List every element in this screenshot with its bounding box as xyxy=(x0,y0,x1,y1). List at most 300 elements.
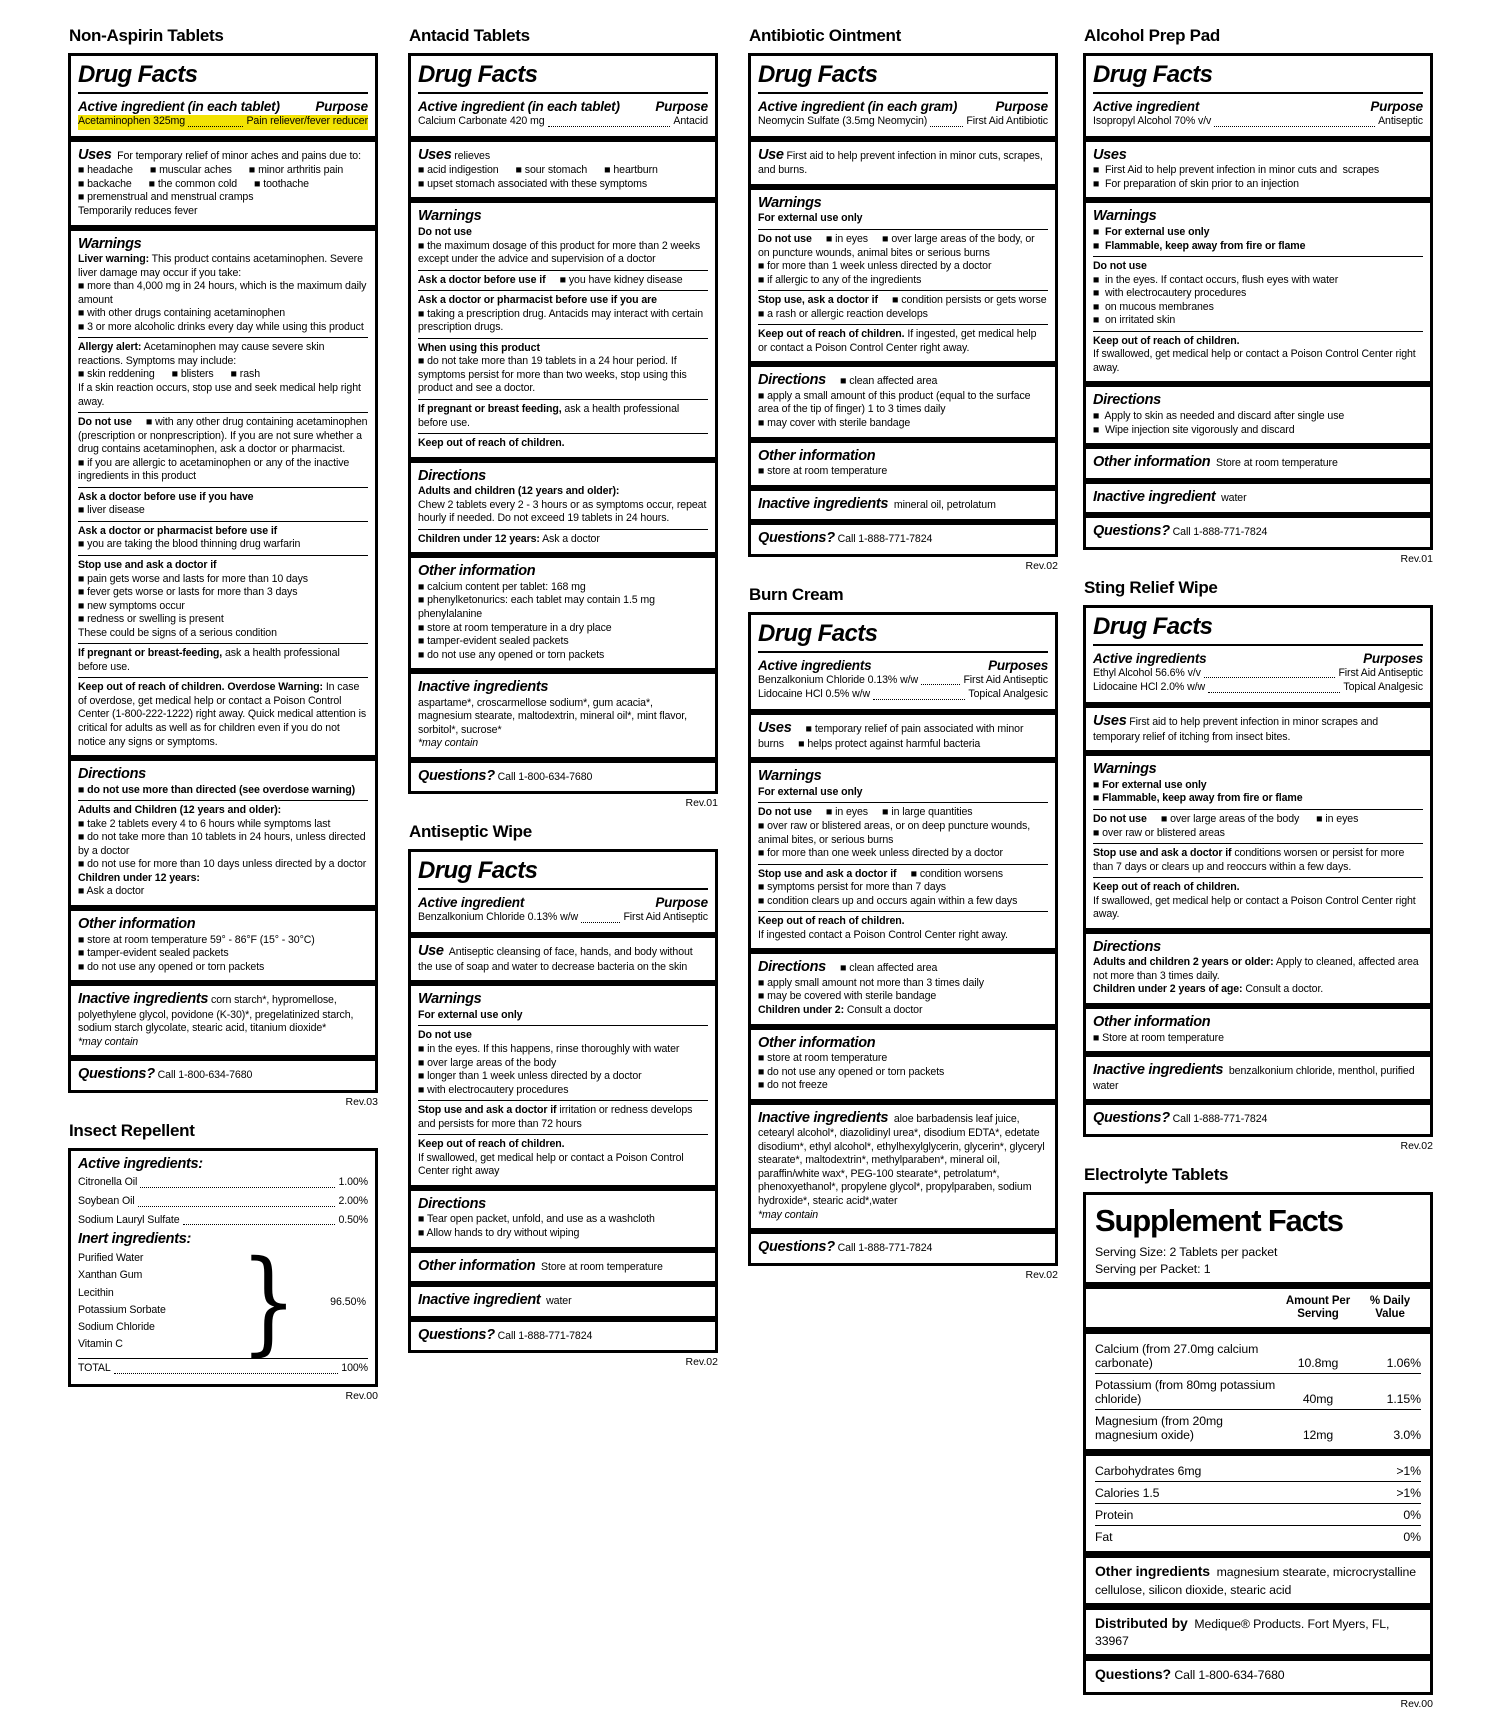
text-line xyxy=(78,586,368,600)
text-segment: Call 1-888-771-7824 xyxy=(1169,526,1268,539)
text-segment: First aid to help prevent infection in minor cuts, scrapes, and burns. xyxy=(758,149,1046,177)
panel-title: Non-Aspirin Tablets xyxy=(69,26,224,45)
active-ingredient-label: Active ingredient xyxy=(1093,99,1200,114)
ingredient-row xyxy=(78,1192,368,1211)
ingredient-purpose: Topical Analgesic xyxy=(968,688,1048,701)
drug-facts-label xyxy=(748,53,1058,557)
label-section xyxy=(751,757,1055,948)
ingredient-row xyxy=(1093,667,1423,682)
nutrient-name: Protein xyxy=(1095,1508,1134,1523)
text-segment: *may contain xyxy=(758,1208,819,1221)
panel-title: Insect Repellent xyxy=(69,1120,195,1140)
text-segment: ■ store at room temperature 59° - 86°F (15° - 30°C) xyxy=(78,933,315,946)
column-2 xyxy=(408,26,718,1381)
text-line xyxy=(758,990,1048,1004)
text-segment: For external use only xyxy=(418,1008,523,1021)
dotted-leader xyxy=(138,1206,336,1207)
text-line xyxy=(418,207,708,226)
purpose-label: Purpose xyxy=(315,99,368,114)
column-1 xyxy=(68,26,378,1415)
text-segment: ■ For preparation of skin prior to an injection xyxy=(1093,177,1299,190)
section-heading: Warnings xyxy=(418,991,482,1008)
text-segment: ■ temporary relief of pain associated with minor burns ■ helps protect against harmful bacteria xyxy=(758,723,1027,750)
text-segment: Call 1-800-634-7680 xyxy=(1171,1667,1285,1682)
text-segment: If swallowed, get medical help or contact a Poison Control Center right away. xyxy=(1093,894,1419,921)
section-heading: Inactive ingredient xyxy=(1093,488,1216,505)
text-segment: Ask a doctor xyxy=(539,532,600,545)
section-heading: Directions xyxy=(758,959,826,976)
text-line xyxy=(78,235,368,254)
text-segment: ■ do not use any opened or torn packets xyxy=(758,1065,945,1078)
text-line xyxy=(1093,488,1423,507)
label-section xyxy=(71,225,375,756)
text-segment: ask a health professional before use. xyxy=(418,402,682,429)
text-segment: ■ a rash or allergic reaction develops xyxy=(758,307,928,320)
panel-title: Antiseptic Wipe xyxy=(409,822,532,842)
text-line xyxy=(78,990,368,1036)
text-line xyxy=(758,146,1048,178)
label-section xyxy=(751,1024,1055,1099)
text-segment: ■ Allow hands to dry without wiping xyxy=(418,1226,580,1239)
label-section xyxy=(1086,928,1430,1003)
revision-label: Rev.02 xyxy=(1025,1268,1058,1281)
ingredient-name: TOTAL xyxy=(78,1361,111,1374)
active-ingredient-header xyxy=(758,656,1048,674)
text-segment: ■ in eyes ■ in large quantities xyxy=(811,806,973,819)
text-line xyxy=(418,1043,708,1057)
text-line xyxy=(418,990,708,1009)
text-segment: ■ with electrocautery procedures xyxy=(1093,287,1247,300)
text-line xyxy=(78,1065,368,1084)
text-segment: These could be signs of a serious condition xyxy=(78,626,277,639)
text-segment: Keep out of reach of children. xyxy=(418,1138,565,1151)
text-line xyxy=(78,947,368,961)
dotted-leader xyxy=(581,922,620,923)
text-segment: ■ do not freeze xyxy=(758,1079,828,1092)
text-segment: ■ pain gets worse and lasts for more than 10 days xyxy=(78,572,308,585)
label-section xyxy=(751,437,1055,485)
section-heading: Uses xyxy=(758,720,792,737)
label-section xyxy=(751,136,1055,184)
text-segment: Do not use xyxy=(1093,260,1147,273)
text-segment: Keep out of reach of children. xyxy=(758,328,905,341)
text-segment: Do not use xyxy=(418,1029,472,1042)
text-segment: ■ Flammable, keep away from fire or flame xyxy=(1093,792,1303,805)
nutrient-row xyxy=(1095,1503,1421,1525)
text-segment: Antiseptic cleansing of face, hands, and body without the use of soap and water to decrease bacteria on the skin xyxy=(418,946,696,973)
text-line xyxy=(1093,287,1423,301)
text-segment: Adults and Children (12 years and older): xyxy=(78,804,282,817)
text-line xyxy=(758,847,1048,861)
text-segment: Ask a doctor or pharmacist before use if xyxy=(78,524,278,537)
ingredient-row xyxy=(1093,115,1423,130)
section-heading: Inactive ingredients xyxy=(758,495,889,512)
label-section xyxy=(751,948,1055,1023)
text-line xyxy=(78,191,368,205)
text-line xyxy=(78,613,368,627)
text-line xyxy=(418,1213,708,1227)
text-line xyxy=(758,977,1048,991)
ingredient-row xyxy=(418,115,708,130)
text-segment: ■ clean affected area xyxy=(825,962,938,975)
ingredient-row xyxy=(78,1358,368,1378)
text-segment: *may contain xyxy=(78,1035,139,1048)
text-line xyxy=(418,355,708,396)
text-line xyxy=(418,1025,708,1043)
ingredient-row xyxy=(758,115,1048,130)
section-heading: Inert ingredients: xyxy=(78,1230,192,1247)
text-segment: ■ may be covered with sterile bandage xyxy=(758,990,937,1003)
text-segment: ■ if allergic to any of the ingredients xyxy=(758,273,922,286)
section-heading: Directions xyxy=(1093,938,1161,955)
ingredient-row xyxy=(758,674,1048,689)
nutrient-daily-value: 0% xyxy=(1403,1508,1421,1523)
text-line xyxy=(758,194,1048,213)
nutrient-daily-value: 3.0% xyxy=(1393,1428,1421,1443)
purpose-label: Purpose xyxy=(655,99,708,114)
text-line xyxy=(1093,410,1423,424)
text-line xyxy=(758,958,1048,977)
text-segment: ■ For external use only xyxy=(1093,225,1210,238)
text-line xyxy=(418,697,708,738)
text-line xyxy=(418,1257,708,1276)
ingredient-purpose: 2.00% xyxy=(338,1194,368,1207)
ingredient-name: Benzalkonium Chloride 0.13% w/w xyxy=(418,911,579,924)
revision-label: Rev.00 xyxy=(345,1390,378,1403)
text-segment: Temporarily reduces fever xyxy=(78,204,198,217)
text-line xyxy=(1093,827,1423,841)
text-line xyxy=(78,1155,368,1174)
text-segment: ■ calcium content per tablet: 168 mg xyxy=(418,580,586,593)
text-segment: Chew 2 tablets every 2 - 3 hours or as symptoms occur, repeat hourly if needed. Do not exceed 19 tablets in 24 hours. xyxy=(418,498,710,525)
label-section xyxy=(751,56,1055,136)
text-segment: First aid to help prevent infection in minor scrapes and temporary relief of itching from insect bites. xyxy=(1093,716,1381,743)
panel-title: Electrolyte Tablets xyxy=(1084,1164,1229,1184)
text-segment: Adults and children (12 years and older): xyxy=(418,485,620,498)
text-line xyxy=(78,934,368,948)
section-heading: Uses xyxy=(1093,146,1127,163)
drug-facts-heading: Drug Facts xyxy=(78,60,368,94)
label-section xyxy=(751,361,1055,436)
label-section xyxy=(1086,197,1430,381)
purpose-label: Purpose xyxy=(655,895,708,911)
text-segment: Keep out of reach of children. xyxy=(1093,334,1240,347)
text-line xyxy=(758,864,1048,882)
text-segment: ■ store at room temperature xyxy=(758,1052,888,1065)
section-heading: Questions? xyxy=(418,767,495,784)
dotted-leader xyxy=(921,684,960,685)
text-line xyxy=(758,290,1048,308)
text-line xyxy=(418,581,708,595)
panel-burn-cream xyxy=(748,585,1058,1281)
text-segment: Acetaminophen may cause severe skin reactions. Symptoms may include: xyxy=(78,341,328,367)
section-heading: Use xyxy=(418,943,444,960)
text-line xyxy=(1093,843,1423,874)
list-item: Vitamin C xyxy=(78,1338,123,1351)
text-line xyxy=(758,212,1048,226)
text-line xyxy=(418,146,708,165)
section-heading: Inactive ingredients xyxy=(78,991,209,1008)
text-line xyxy=(418,649,708,663)
text-segment: Allergy alert: xyxy=(78,341,142,354)
text-line xyxy=(418,1291,708,1310)
text-line xyxy=(1093,207,1423,226)
text-segment: ■ taking a prescription drug. Antacids may interact with certain prescription drugs. xyxy=(418,307,706,334)
text-segment: ■ skin reddening ■ blisters ■ rash xyxy=(78,368,261,381)
ingredient-purpose: 0.50% xyxy=(338,1213,368,1226)
supplement-facts-heading: Supplement Facts xyxy=(1095,1202,1343,1238)
text-line xyxy=(418,290,708,308)
text-segment: Do not use xyxy=(78,416,132,429)
label-section xyxy=(1086,1003,1430,1051)
divider-bar xyxy=(1086,1449,1430,1456)
ingredient-name: Isopropyl Alcohol 70% v/v xyxy=(1093,115,1212,127)
text-segment: ■ 3 or more alcoholic drinks every day while using this product xyxy=(78,320,364,333)
section-heading: Active ingredients: xyxy=(78,1155,203,1172)
text-segment: ■ on irritated skin xyxy=(1093,314,1176,327)
section-heading: Warnings xyxy=(1093,208,1157,225)
text-line xyxy=(78,307,368,321)
nutrient-name: Fat xyxy=(1095,1530,1113,1545)
label-section xyxy=(411,1316,715,1351)
label-section xyxy=(1086,512,1430,547)
text-segment: ■ symptoms persist for more than 7 days xyxy=(758,881,946,894)
text-line xyxy=(758,820,1048,847)
text-line xyxy=(1095,1244,1421,1261)
text-segment: If ingested contact a Poison Control Center right away. xyxy=(758,928,1008,941)
text-line xyxy=(418,1070,708,1084)
text-line xyxy=(78,677,368,749)
drug-facts-label xyxy=(1083,53,1433,550)
label-section xyxy=(71,56,375,136)
text-line xyxy=(418,240,708,267)
panel-title: Alcohol Prep Pad xyxy=(1084,26,1220,45)
section-heading: Other information xyxy=(1093,1013,1211,1030)
text-line xyxy=(418,164,708,178)
text-segment: *may contain xyxy=(418,737,479,750)
text-segment: mineral oil, petrolatum xyxy=(888,498,996,511)
text-line xyxy=(78,573,368,587)
text-segment: If a skin reaction occurs, stop use and seek medical help right away. xyxy=(78,381,364,408)
drug-facts-label xyxy=(408,849,718,1353)
text-segment: ■ over raw or blistered areas, or on deep puncture wounds, animal bites, or serious burns xyxy=(758,819,1033,846)
list-item: Xanthan Gum xyxy=(78,1269,143,1282)
text-segment: ■ if you are allergic to acetaminophen or any of the inactive ingredients in this product xyxy=(78,456,353,483)
panel-antiseptic-wipe xyxy=(408,822,718,1368)
text-segment: Distributed by xyxy=(1095,1614,1188,1631)
label-section xyxy=(411,457,715,553)
text-line xyxy=(78,1230,368,1249)
text-line xyxy=(418,635,708,649)
text-line xyxy=(418,1084,708,1098)
drug-facts-heading: Drug Facts xyxy=(1093,612,1423,646)
text-segment: Children under 2: xyxy=(758,1003,844,1016)
text-line xyxy=(1093,274,1423,288)
list-item: Sodium Chloride xyxy=(78,1320,155,1333)
nutrient-daily-value: % Daily Value xyxy=(1369,1294,1411,1320)
list-item: Purified Water xyxy=(78,1252,144,1265)
revision-label: Rev.01 xyxy=(1400,552,1433,565)
text-segment: This product contains acetaminophen. Severe liver damage may occur if you take: xyxy=(78,253,366,279)
label-section xyxy=(751,1099,1055,1228)
text-line xyxy=(1093,348,1423,375)
label-section xyxy=(751,1228,1055,1263)
text-segment: ■ phenylketonurics: each tablet may contain 1.5 mg phenylalanine xyxy=(418,594,658,620)
nutrient-row xyxy=(1095,1409,1421,1445)
text-line xyxy=(758,274,1048,288)
text-line xyxy=(1093,1013,1423,1032)
section-heading: Uses xyxy=(78,146,112,163)
nutrient-row xyxy=(1095,1481,1421,1503)
active-ingredient-header xyxy=(1093,649,1423,667)
text-line xyxy=(1093,809,1423,827)
text-line xyxy=(758,881,1048,895)
text-segment: ■ liver disease xyxy=(78,504,145,517)
text-segment: ■ store at room temperature xyxy=(758,465,888,478)
text-segment: Store at room temperature xyxy=(535,1260,663,1273)
text-segment: ■ with any other drug containing acetaminophen (prescription or nonprescription). If you are not sure whether a drug contains acetaminophen, ask a doctor or pharmacist. xyxy=(78,416,371,456)
ingredient-purpose: First Aid Antiseptic xyxy=(1338,666,1423,679)
text-line xyxy=(78,487,368,505)
text-segment: ■ longer than 1 week unless directed by a doctor xyxy=(418,1070,642,1083)
text-segment: Do not use xyxy=(1093,812,1147,825)
text-segment: water xyxy=(1215,491,1247,504)
text-segment: ■ you have kidney disease xyxy=(545,273,683,286)
section-heading: Questions? xyxy=(418,1326,495,1343)
text-line xyxy=(1095,1562,1421,1598)
ingredient-purpose: 1.00% xyxy=(338,1175,368,1188)
text-line xyxy=(418,678,708,697)
nutrient-daily-value: 0% xyxy=(1403,1530,1421,1545)
nutrient-amount: 40mg xyxy=(1302,1392,1334,1407)
text-line xyxy=(78,961,368,975)
label-section xyxy=(1086,750,1430,927)
text-segment: Do not use xyxy=(758,232,812,245)
text-segment: magnesium stearate, microcrystalline cellulose, silicon dioxide, stearic acid xyxy=(1095,1565,1420,1597)
label-section xyxy=(1086,136,1430,198)
label-section xyxy=(71,905,375,980)
active-ingredient-label: Active ingredients xyxy=(1093,650,1207,666)
text-segment: Apply to cleaned, affected area not more than 3 times daily. xyxy=(1093,956,1422,982)
dotted-leader xyxy=(1208,692,1340,693)
text-line xyxy=(78,504,368,518)
dotted-leader xyxy=(188,126,243,127)
label-section xyxy=(751,485,1055,520)
dotted-leader xyxy=(114,1373,339,1374)
nutrient-name: Carbohydrates 6mg xyxy=(1095,1464,1202,1479)
text-line xyxy=(758,719,1048,751)
text-line xyxy=(78,831,368,858)
text-segment: If pregnant or breast feeding, xyxy=(418,402,562,415)
section-heading: Warnings xyxy=(758,768,822,785)
text-segment: ■ do not use for more than 10 days unless directed by a doctor xyxy=(78,858,367,871)
text-line xyxy=(1093,424,1423,438)
label-section xyxy=(1086,702,1430,750)
active-ingredient-header xyxy=(1093,97,1423,115)
text-segment: ■ acid indigestion ■ sour stomach ■ heartburn xyxy=(418,164,658,177)
text-segment: irritation or redness develops and persists for more than 72 hours xyxy=(418,1104,696,1130)
text-line xyxy=(758,1034,1048,1053)
ingredient-purpose: First Aid Antibiotic xyxy=(966,115,1048,127)
text-line xyxy=(758,1238,1048,1257)
text-line xyxy=(78,858,368,872)
ingredient-row xyxy=(1093,681,1423,696)
text-segment: Serving per Packet: 1 xyxy=(1095,1261,1211,1276)
text-segment: Questions? xyxy=(1095,1665,1172,1682)
text-segment: ■ First Aid to help prevent infection in minor cuts and scrapes xyxy=(1093,164,1380,177)
text-segment: Other ingredients xyxy=(1095,1563,1210,1580)
text-segment: ■ with electrocautery procedures xyxy=(418,1083,569,1096)
text-segment: Keep out of reach of children. xyxy=(1093,881,1240,894)
label-section xyxy=(1086,56,1430,136)
text-line xyxy=(78,784,368,798)
text-segment: Children under 12 years: xyxy=(418,532,540,545)
text-segment: ■ For external use only xyxy=(1093,778,1207,791)
text-segment: corn starch*, hypromellose, polyethylene glycol, povidone (K-30)*, pregelatinized starch, sodium starch glycolate, stearic acid, titanium dioxide* xyxy=(78,994,357,1035)
text-line xyxy=(78,368,368,382)
section-heading: Directions xyxy=(758,372,826,389)
ingredient-row xyxy=(78,1173,368,1192)
text-segment: ■ the maximum dosage of this product for more than 2 weeks except under the advice and supervision of a doctor xyxy=(418,239,703,266)
text-segment: Call 1-888-771-7824 xyxy=(1169,1113,1268,1126)
text-line xyxy=(418,433,708,451)
text-line xyxy=(418,1152,708,1179)
text-line xyxy=(78,321,368,335)
section-heading: Other information xyxy=(78,916,196,933)
dotted-leader xyxy=(140,1187,335,1188)
nutrient-row xyxy=(1095,1525,1421,1547)
text-line xyxy=(1093,256,1423,274)
text-segment: If swallowed, get medical help or contact a Poison Control Center right away xyxy=(418,1151,687,1178)
text-line xyxy=(78,178,368,192)
drug-facts-label xyxy=(1083,605,1433,1137)
section-heading: Questions? xyxy=(1093,1110,1170,1127)
ingredient-name: Neomycin Sulfate (3.5mg Neomycin) xyxy=(758,115,928,127)
text-line xyxy=(418,622,708,636)
label-section xyxy=(411,932,715,980)
text-line xyxy=(1093,938,1423,957)
text-line xyxy=(758,1209,1048,1223)
text-segment: ■ store at room temperature in a dry place xyxy=(418,621,612,634)
text-segment: Adults and children 2 years or older: xyxy=(1093,956,1274,969)
text-line xyxy=(1093,1032,1423,1046)
text-segment: Stop use, ask a doctor if xyxy=(758,294,878,307)
text-segment: Ask a doctor or pharmacist before use if you are xyxy=(418,294,657,307)
drug-facts-heading: Drug Facts xyxy=(418,60,708,94)
revision-label: Rev.03 xyxy=(345,1095,378,1108)
text-line xyxy=(78,555,368,573)
dotted-leader xyxy=(183,1224,336,1225)
text-segment: ■ Apply to skin as needed and discard after single use xyxy=(1093,409,1345,422)
section-heading: Uses xyxy=(418,146,452,163)
text-line xyxy=(758,895,1048,909)
text-segment: Ask a doctor before use if you have xyxy=(78,490,254,503)
ingredient-name: Soybean Oil xyxy=(78,1194,135,1207)
text-segment: For temporary relief of minor aches and pains due to: xyxy=(111,149,361,162)
section-heading: Inactive ingredients xyxy=(418,679,549,696)
text-segment: ■ redness or swelling is present xyxy=(78,613,224,626)
label-section xyxy=(1086,608,1430,703)
text-segment: Keep out of reach of children. xyxy=(758,915,905,928)
text-line xyxy=(1093,779,1423,793)
text-line xyxy=(758,308,1048,322)
ingredient-name: Acetaminophen 325mg xyxy=(78,115,186,127)
text-segment: For external use only xyxy=(758,212,863,225)
text-segment: Consult a doctor. xyxy=(1242,983,1324,996)
text-line xyxy=(1093,226,1423,240)
label-section xyxy=(411,852,715,932)
text-segment: If ingested, get medical help or contact a Poison Control Center right away. xyxy=(758,328,1040,354)
